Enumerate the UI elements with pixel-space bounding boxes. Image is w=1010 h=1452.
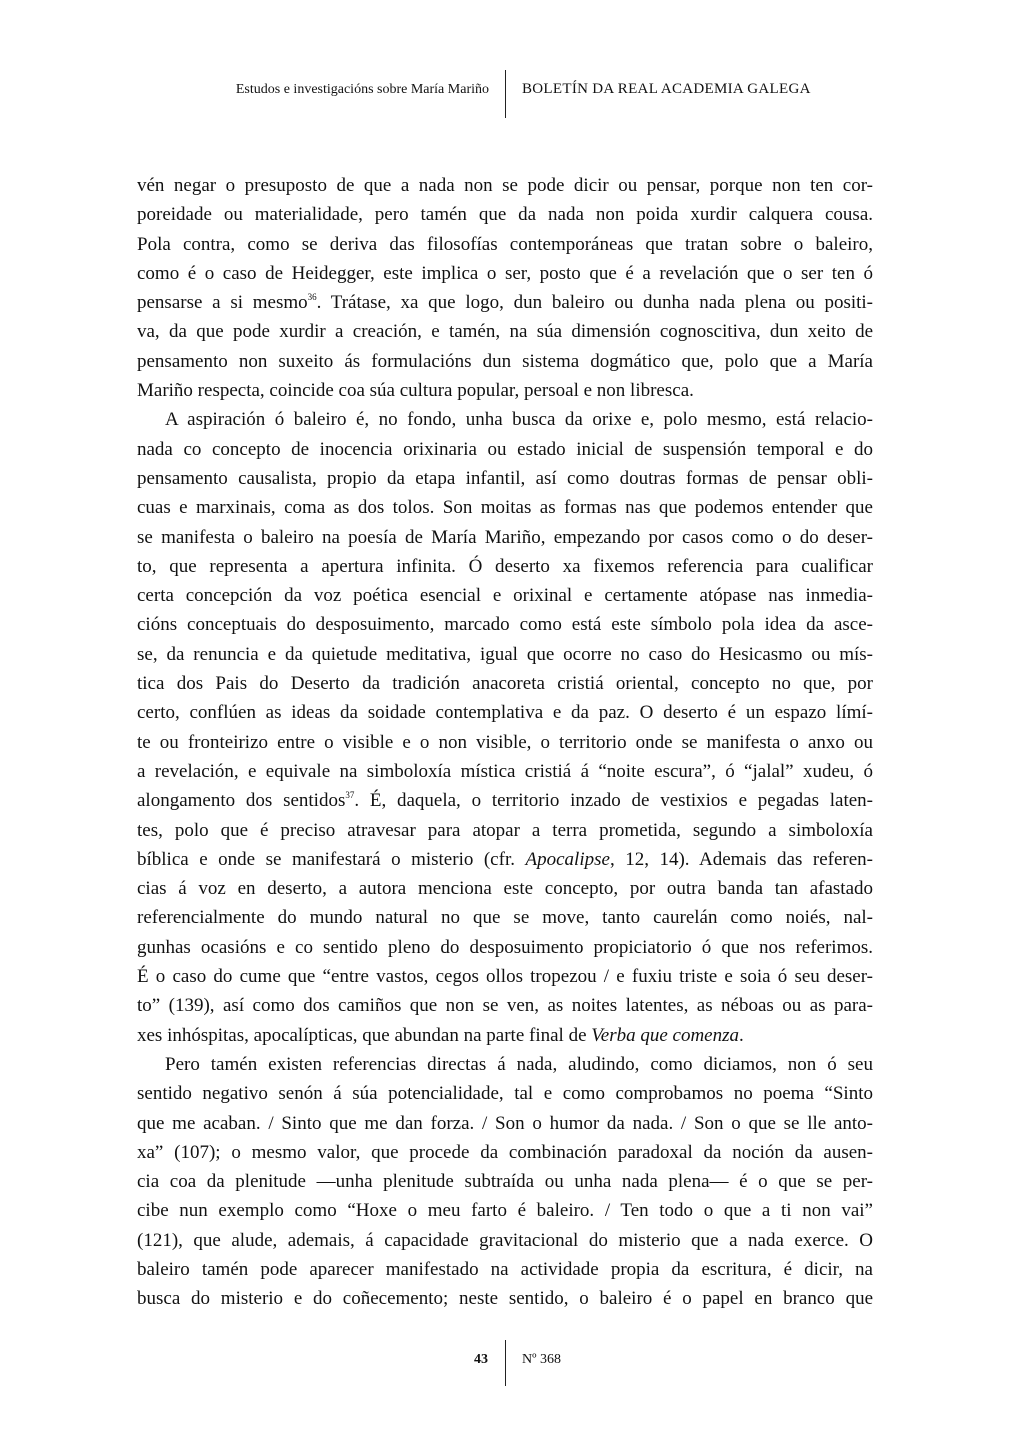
text-run: A aspiración ó baleiro é, no fondo, unha busca da orixe e, polo mesmo, está relacio- [165,409,873,431]
running-footer [0,1340,1010,1386]
paragraph [137,171,873,405]
text-run: to, que representa a apertura infinita. Ó deserto xa fixemos referencia para cualificar [137,555,873,577]
text-line [137,816,873,845]
text-run: to” (139), así como dos camiños que non se ven, as noites latentes, as néboas ou as para- [137,995,873,1017]
text-line [137,728,873,757]
text-run: cia coa da plenitude —unha plenitude subtraída ou unha nada plena— é o que se per- [137,1171,873,1193]
italic-title: Apocalipse [525,848,610,870]
text-run: baleiro tamén pode aparecer manifestado na actividade propia da escritura, é dicir, na [137,1258,873,1280]
text-run: cibe nun exemplo como “Hoxe o meu farto é baleiro. / Ten todo o que a ti non vai” [137,1200,873,1222]
text-line [137,1079,873,1108]
text-run: (121), que alude, ademais, á capacidade gravitacional do misterio que a nada exerce. O [137,1229,873,1251]
body-text [137,171,873,1314]
text-line [137,640,873,669]
text-run: referencialmente do mundo natural no que se move, tanto caurelán como noiés, nal- [137,907,873,929]
text-run: pensamento causalista, propio da etapa infantil, así como doutras formas de pensar obli- [137,467,873,489]
text-line [137,288,873,317]
text-line [137,405,873,434]
page-number: 43 [474,1352,488,1367]
text-run: va, da que pode xurdir a creación, e tamén, na súa dimensión cognoscitiva, dun xeito de [137,321,873,343]
running-header [0,70,1010,118]
text-line [137,493,873,522]
text-line [137,933,873,962]
text-run: É o caso do cume que “entre vastos, cegos ollos tropezou / e fuxiu triste e soia ó seu deser- [137,966,873,988]
footer-divider [505,1340,506,1386]
text-run: busca do misterio e do coñecemento; neste sentido, o baleiro é o papel en branco que [137,1288,873,1310]
text-run: . [739,1024,744,1046]
text-line [137,669,873,698]
text-line [137,1255,873,1284]
text-run: certa concepción da voz poética esencial e orixinal e certamente atópase nas inmedia- [137,585,873,607]
text-run: cuas e marxinais, coma as dos tolos. Son moitas as formas nas que podemos entender que [137,497,873,519]
text-run: . É, daquela, o territorio inzado de vestixios e pegadas laten- [354,790,873,812]
text-run: certo, conflúen as ideas da soidade contemplativa e da paz. O deserto é un espazo límí- [137,702,873,724]
issue-number: Nº 368 [522,1352,561,1367]
text-run: se manifesta o baleiro na poesía de María Mariño, empezando por casos como o do deser- [137,526,873,548]
text-line [137,523,873,552]
text-line [137,874,873,903]
text-run: cias á voz en deserto, a autora menciona este concepto, por outra banda tan afastado [137,878,873,900]
text-run: a revelación, e equivale na simboloxía mística cristiá á “noite escura”, ó “jalal” xudeu, ó [137,760,873,782]
text-run: tes, polo que é preciso atravesar para atopar a terra prometida, segundo a simboloxía [137,819,873,841]
text-line [137,1021,873,1050]
text-line [137,786,873,815]
text-run: xes inhóspitas, apocalípticas, que abundan na parte final de [137,1024,592,1046]
text-run: . Trátase, xa que logo, dun baleiro ou dunha nada plena ou positi- [316,292,874,314]
text-run: bíblica e onde se manifestará o misterio (cfr. [137,848,526,870]
text-line [137,259,873,288]
italic-title: Verba que comenza [591,1024,740,1046]
text-line [137,1050,873,1079]
text-line [137,1167,873,1196]
text-line [137,991,873,1020]
text-line [137,376,873,405]
text-run: alongamento dos sentidos [137,790,346,812]
text-run: vén negar o presuposto de que a nada non se pode dicir ou pensar, porque non ten cor- [137,175,873,196]
text-run: xa” (107); o mesmo valor, que procede da combinación paradoxal da noción da ausen- [137,1141,873,1163]
text-line [137,1226,873,1255]
text-line [137,1109,873,1138]
header-journal-title: BOLETÍN DA REAL ACADEMIA GALEGA [522,81,811,97]
text-run: Mariño respecta, coincide coa súa cultura popular, persoal e non libresca. [137,380,694,402]
text-line [137,903,873,932]
text-run: tica dos Pais do Deserto da tradición anacoreta cristiá oriental, concepto no que, por [137,673,873,695]
text-run: , 12, 14). Ademais das referen- [609,848,873,870]
text-run: pensarse a si mesmo [137,292,308,314]
text-line [137,200,873,229]
footnote-ref: 37 [345,790,355,801]
text-run: poreidade ou materialidade, pero tamén que da nada non poida xurdir calquera cousa. [137,204,873,226]
text-run: nada co concepto de inocencia orixinaria ou estado inicial de suspensión temporal e do [137,438,873,460]
text-run: como é o caso de Heidegger, este implica o ser, posto que é a revelación que o ser ten ó [137,262,873,284]
text-line [137,1196,873,1225]
text-line [137,435,873,464]
text-run: Pola contra, como se deriva das filosofías contemporáneas que tratan sobre o baleiro, [137,233,873,255]
text-line [137,845,873,874]
text-line [137,698,873,727]
text-line [137,347,873,376]
text-line [137,230,873,259]
paragraph [137,1050,873,1314]
text-run: Pero tamén existen referencias directas á nada, aludindo, como diciamos, non ó seu [165,1053,873,1075]
text-run: te ou fronteirizo entre o visible e o non visible, o territorio onde se manifesta o anxo ou [137,731,873,753]
text-run: sentido negativo senón á súa potencialidade, tal e como comprobamos no poema “Sinto [137,1083,873,1105]
text-line [137,962,873,991]
text-run: pensamento non suxeito ás formulacións dun sistema dogmático que, polo que a María [137,350,873,372]
text-line [137,464,873,493]
header-section-title: Estudos e investigacións sobre María Mariño [235,82,489,97]
text-run: que me acaban. / Sinto que me dan forza. / Son o humor da nada. / Son o que se lle anto- [137,1112,873,1134]
text-line [137,317,873,346]
text-line [137,171,873,200]
text-line [137,757,873,786]
text-run: gunhas ocasións e co sentido pleno do desposuimento propiciatorio ó que nos referimos. [137,936,873,958]
text-run: se, da renuncia e da quietude meditativa, igual que ocorre no caso do Hesicasmo ou mís- [137,643,873,665]
text-line [137,1138,873,1167]
text-run: cións conceptuais do desposuimento, marcado como está este símbolo pola idea da asce- [137,614,873,636]
header-divider [505,70,506,118]
text-line [137,581,873,610]
footnote-ref: 36 [307,292,317,303]
text-line [137,610,873,639]
paragraph [137,405,873,1050]
text-line [137,552,873,581]
text-line [137,1284,873,1313]
